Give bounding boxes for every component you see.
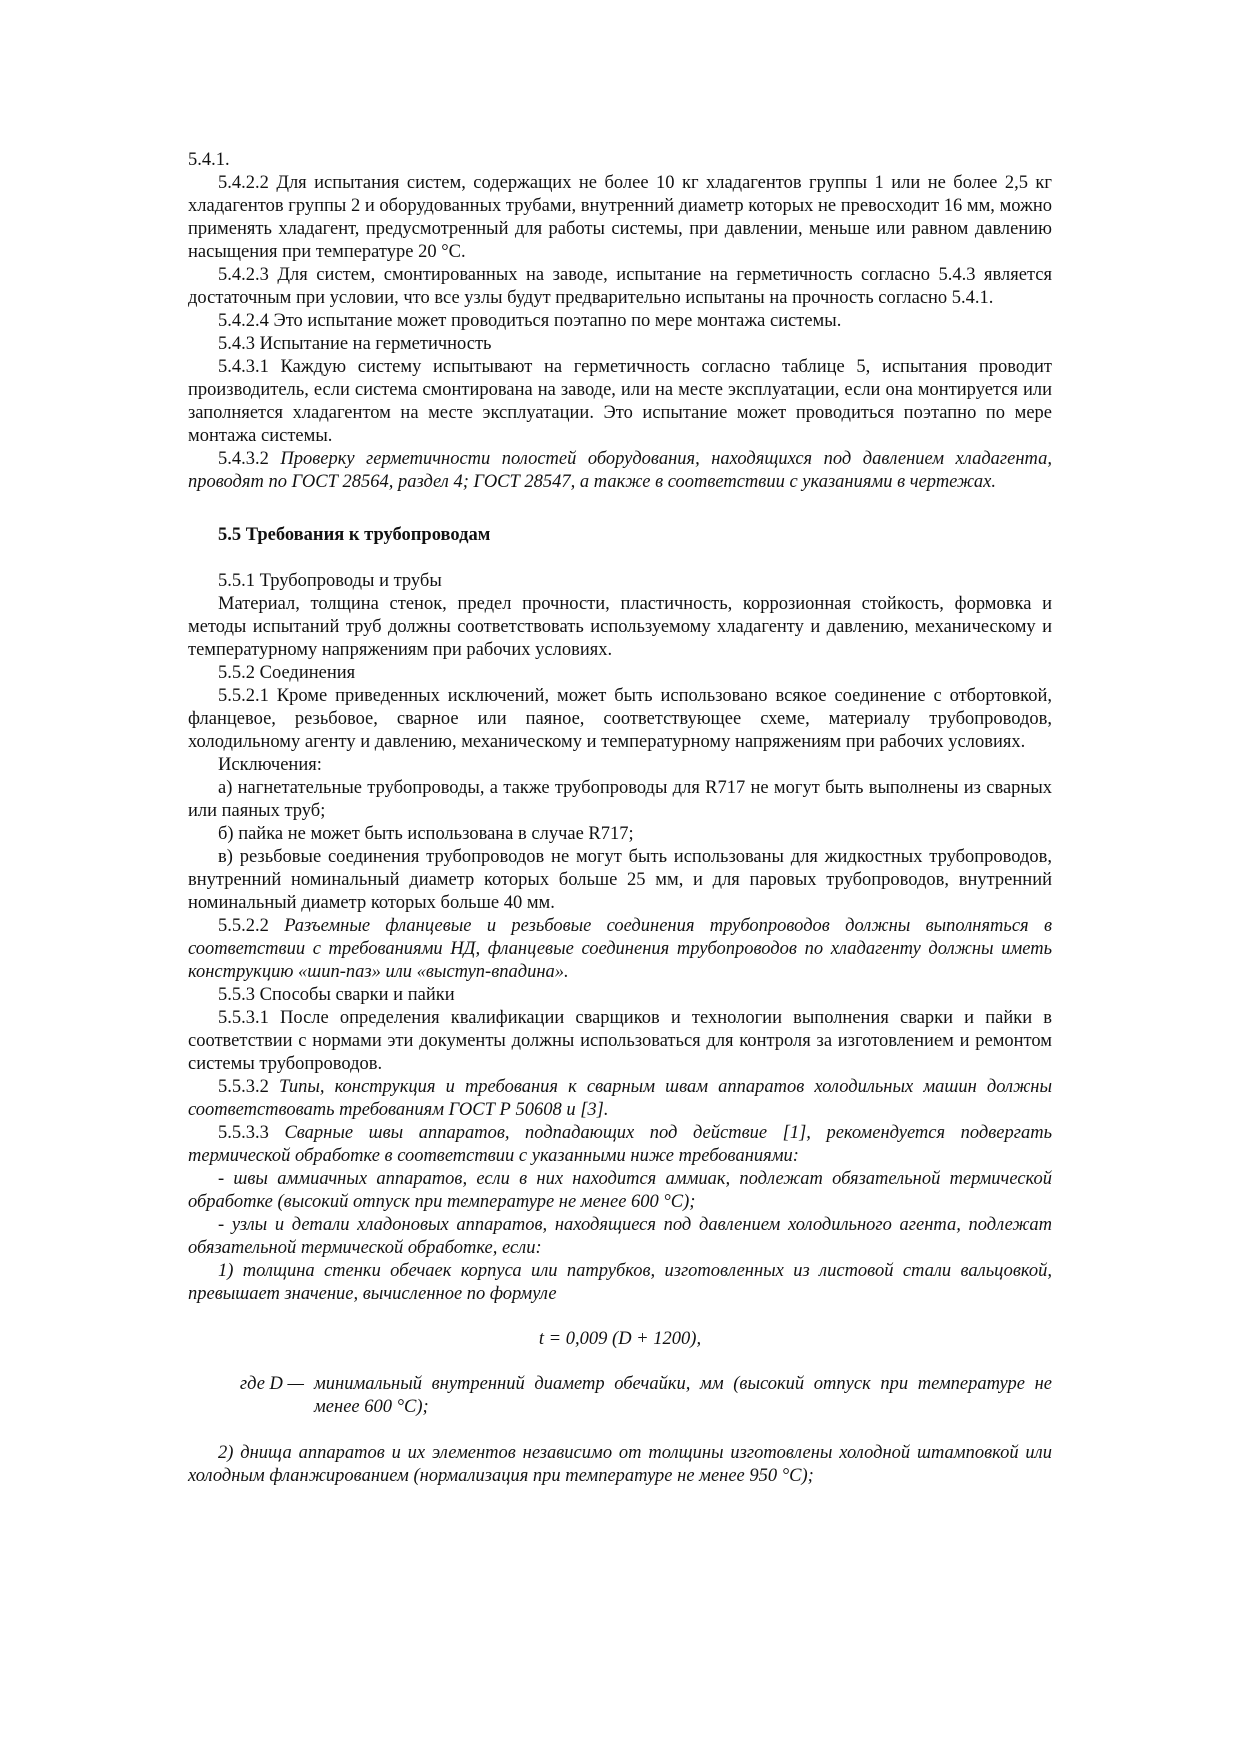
clause-text: Типы, конструкция и требования к сварным швам аппаратов холодильных машин должны соответствовать требованиям ГОСТ Р 50608 и [3]. — [188, 1077, 1052, 1120]
document-page — [188, 149, 1052, 1488]
section-heading: 5.5 Требования к трубопроводам — [218, 525, 491, 545]
paragraph-freon: - узлы и детали хладоновых аппаратов, находящиеся под давлением холодильного агента, подлежат обязательной термической обработке, если: — [188, 1215, 1052, 1258]
explanation-description: минимальный внутренний диаметр обечайки, мм (высокий отпуск при температуре не менее 600 °С); — [314, 1374, 1052, 1417]
paragraph-exception-c: в) резьбовые соединения трубопроводов не могут быть использованы для жидкостных трубопроводов, внутренний номинальный диаметр которых больше 25 мм, и для паровых трубопроводов, внутренний номинальный диаметр которых больше 40 мм. — [188, 847, 1052, 913]
clause-number: 5.5.3.2 — [218, 1077, 269, 1097]
paragraph-5-4-2-2: 5.4.2.2 Для испытания систем, содержащих не более 10 кг хладагентов группы 1 или не более 2,5 кг хладагентов группы 2 и оборудованных трубами, внутренний диаметр которых не превосходит 16 мм, можно применять хладагент, предусмотренный для работы системы, при давлении, меньше или равном давлению насыщения при температуре 20 °С. — [188, 173, 1052, 262]
paragraph-5-4-2-3: 5.4.2.3 Для систем, смонтированных на заводе, испытание на герметичность согласно 5.4.3 является достаточным при условии, что все узлы будут предварительно испытаны на прочность согласно 5.4.1. — [188, 265, 1052, 308]
formula: t = 0,009 (D + 1200), — [538, 1329, 702, 1349]
paragraph-5-4-3: 5.4.3 Испытание на герметичность — [218, 334, 492, 354]
paragraph-5-5-3-2 — [188, 1076, 1052, 1122]
paragraph-5-5-3-3 — [188, 1122, 1052, 1168]
paragraph-exception-b: б) пайка не может быть использована в случае R717; — [218, 824, 634, 844]
clause-text: Проверку герметичности полостей оборудования, находящихся под давлением хладагента, проводят по ГОСТ 28564, раздел 4; ГОСТ 28547, а также в соответствии с указаниями в чертежах. — [188, 449, 1052, 492]
paragraph-exception-a: а) нагнетательные трубопроводы, а также трубопроводы для R717 не могут быть выполнены из сварных или паяных труб; — [188, 778, 1052, 821]
paragraph-5-4-2-4: 5.4.2.4 Это испытание может проводиться поэтапно по мере монтажа системы. — [218, 311, 842, 331]
paragraph-5-5-3: 5.5.3 Способы сварки и пайки — [218, 985, 455, 1005]
paragraph-5-5-2: 5.5.2 Соединения — [218, 663, 356, 683]
paragraph-item-1: 1) толщина стенки обечаек корпуса или патрубков, изготовленных из листовой стали вальцовкой, превышает значение, вычисленное по формуле — [188, 1261, 1052, 1304]
paragraph-item-2: 2) днища аппаратов и их элементов независимо от толщины изготовлены холодной штамповкой или холодным фланжированием (нормализация при температуре не менее 950 °С); — [188, 1443, 1052, 1486]
paragraph-5-4-3-2 — [188, 448, 1052, 494]
paragraph-5-5-2-2 — [188, 915, 1052, 984]
clause-number: 5.5.2.2 — [218, 916, 269, 936]
paragraph-5-5-2-1: 5.5.2.1 Кроме приведенных исключений, может быть использовано всякое соединение с отбортовкой, фланцевое, резьбовое, сварное или паяное, соответствующее схеме, материалу трубопроводов, холодильному агенту и давлению, механическому и температурному напряжениям при рабочих условиях. — [188, 686, 1052, 752]
paragraph-exceptions: Исключения: — [218, 755, 322, 775]
clause-text: Сварные швы аппаратов, подпадающих под действие [1], рекомендуется подвергать термической обработке в соответствии с указанными ниже требованиями: — [188, 1123, 1052, 1166]
clause-number: 5.4.3.2 — [218, 449, 269, 469]
clause-number: 5.5.3.3 — [218, 1123, 269, 1143]
formula-explanation — [188, 1373, 1052, 1419]
paragraph-ammonia: - швы аммиачных аппаратов, если в них находится аммиак, подлежат обязательной термической обработке (высокий отпуск при температуре не менее 600 °С); — [188, 1169, 1052, 1212]
explanation-term: где D — — [239, 1374, 304, 1394]
paragraph-5-5-3-1: 5.5.3.1 После определения квалификации сварщиков и технологии выполнения сварки и пайки в соответствии с нормами эти документы должны использоваться для контроля за изготовлением и ремонтом системы трубопроводов. — [188, 1008, 1052, 1074]
paragraph-5-4-3-1: 5.4.3.1 Каждую систему испытывают на герметичность согласно таблице 5, испытания проводит производитель, если система смонтирована на заводе, или на месте эксплуатации, если она монтируется или заполняется хладагентом на месте эксплуатации. Это испытание может проводиться поэтапно по мере монтажа системы. — [188, 357, 1052, 446]
paragraph-5-5-1-body: Материал, толщина стенок, предел прочности, пластичность, коррозионная стойкость, формовка и методы испытаний труб должны соответствовать используемому хладагенту и давлению, механическому и температурному напряжениям при рабочих условиях. — [188, 594, 1052, 660]
paragraph-5-4-1-tail: 5.4.1. — [188, 150, 230, 170]
clause-text: Разъемные фланцевые и резьбовые соединения трубопроводов должны выполняться в соответствии с требованиями НД, фланцевые соединения трубопроводов по хладагенту должны иметь конструкцию «шип-паз» или «выступ-впадина». — [188, 916, 1052, 982]
paragraph-5-5-1: 5.5.1 Трубопроводы и трубы — [218, 571, 442, 591]
